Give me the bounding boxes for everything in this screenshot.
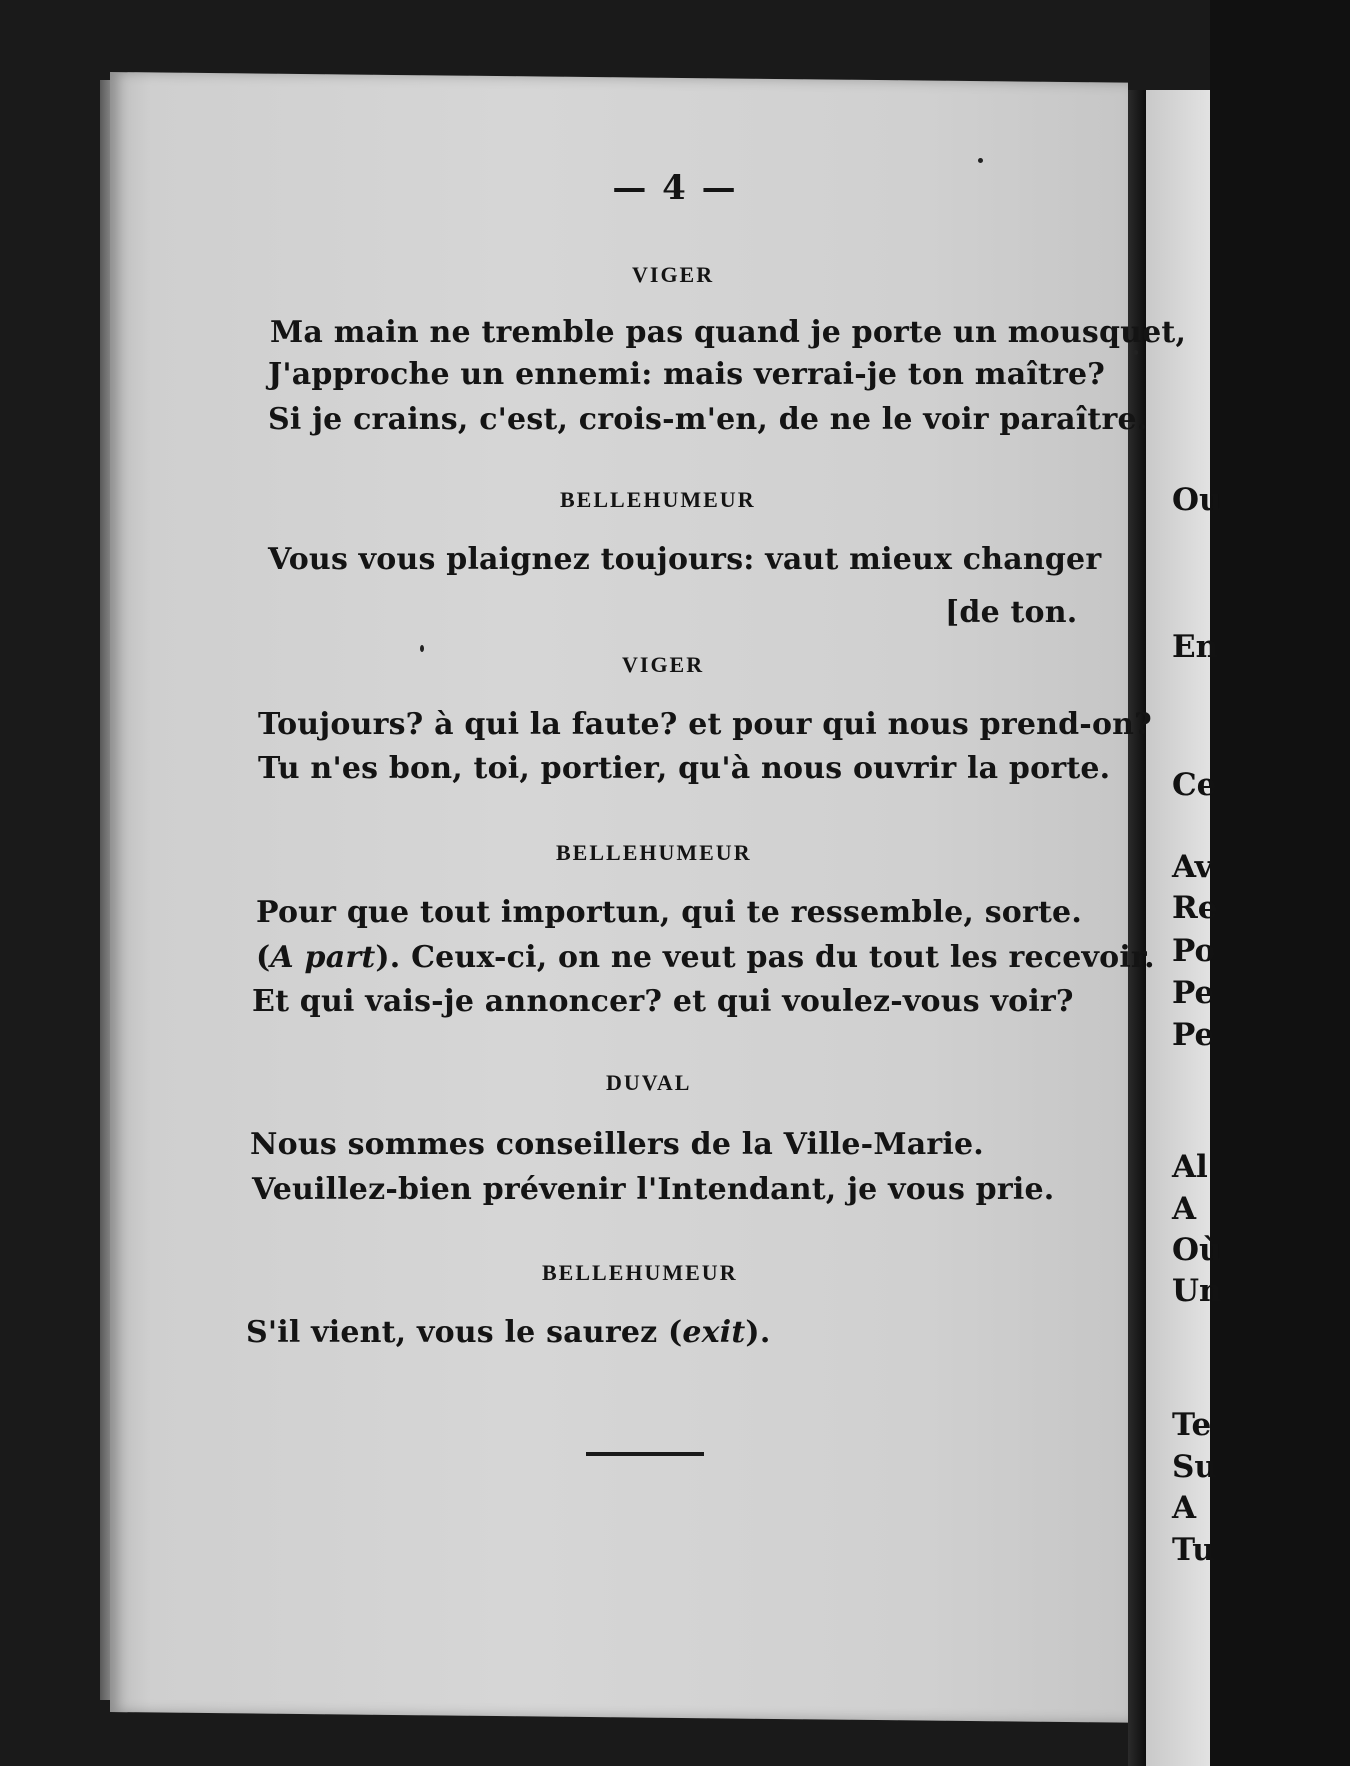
speaker-name: BELLEHUMEUR [542, 1260, 738, 1285]
right-page-fragment: Ou [1172, 482, 1222, 518]
verse-line: Nous sommes conseillers de la Ville-Marie. [250, 1127, 984, 1162]
verse-line: J'approche un ennemi: mais verrai-je ton maître? [268, 357, 1106, 392]
right-page-fragment: Su [1172, 1449, 1217, 1485]
verse-line-turnover: [de ton. [945, 595, 1078, 630]
verse-line: Veuillez-bien prévenir l'Intendant, je vous prie. [252, 1172, 1055, 1207]
right-page-fragment: Te [1172, 1407, 1212, 1443]
page-number: — 4 — [612, 168, 738, 208]
end-of-scene-rule [586, 1452, 704, 1456]
right-page-fragment: Al [1172, 1149, 1208, 1185]
right-page-fragment: Un [1172, 1273, 1222, 1309]
speaker-name: BELLEHUMEUR [556, 840, 752, 865]
verse-line: (A part). Ceux-ci, on ne veut pas du tout les recevoir. [256, 940, 1155, 975]
speaker-name: VIGER [632, 262, 715, 287]
right-page-fragment: A [1172, 1191, 1197, 1227]
right-page-fragment: Re [1172, 890, 1218, 926]
verse-line: Tu n'es bon, toi, portier, qu'à nous ouvrir la porte. [258, 751, 1111, 786]
right-page-fragment: Pe [1172, 975, 1215, 1011]
verse-line: S'il vient, vous le saurez (exit). [246, 1315, 771, 1350]
right-page-fragment: Av [1172, 849, 1213, 885]
right-page-fragment: Pe [1172, 1017, 1215, 1053]
verse-line: Si je crains, c'est, crois-m'en, de ne le voir paraître. [268, 402, 1148, 437]
scan-speck [420, 645, 424, 652]
right-page-fragment: En [1172, 629, 1219, 665]
verse-line: Ma main ne tremble pas quand je porte un mousquet, [270, 315, 1187, 350]
speaker-name: DUVAL [606, 1070, 692, 1095]
speaker-name: VIGER [622, 652, 705, 677]
right-page-fragment: A [1172, 1490, 1197, 1526]
verse-line: Toujours? à qui la faute? et pour qui nous prend-on? [258, 707, 1152, 742]
right-page-fragment: Ce [1172, 767, 1217, 803]
speaker-name: BELLEHUMEUR [560, 487, 756, 512]
verse-line: Pour que tout importun, qui te ressemble, sorte. [256, 895, 1082, 930]
scan-speck [1133, 350, 1138, 355]
right-page-fragment: Où [1172, 1232, 1222, 1268]
right-page-fragment: Po [1172, 933, 1216, 969]
scan-speck [978, 158, 983, 163]
right-page-fragment: Tu [1172, 1532, 1215, 1568]
verse-line: Et qui vais-je annoncer? et qui voulez-vous voir? [252, 984, 1074, 1019]
verse-line: Vous vous plaignez toujours: vaut mieux changer [268, 542, 1102, 577]
